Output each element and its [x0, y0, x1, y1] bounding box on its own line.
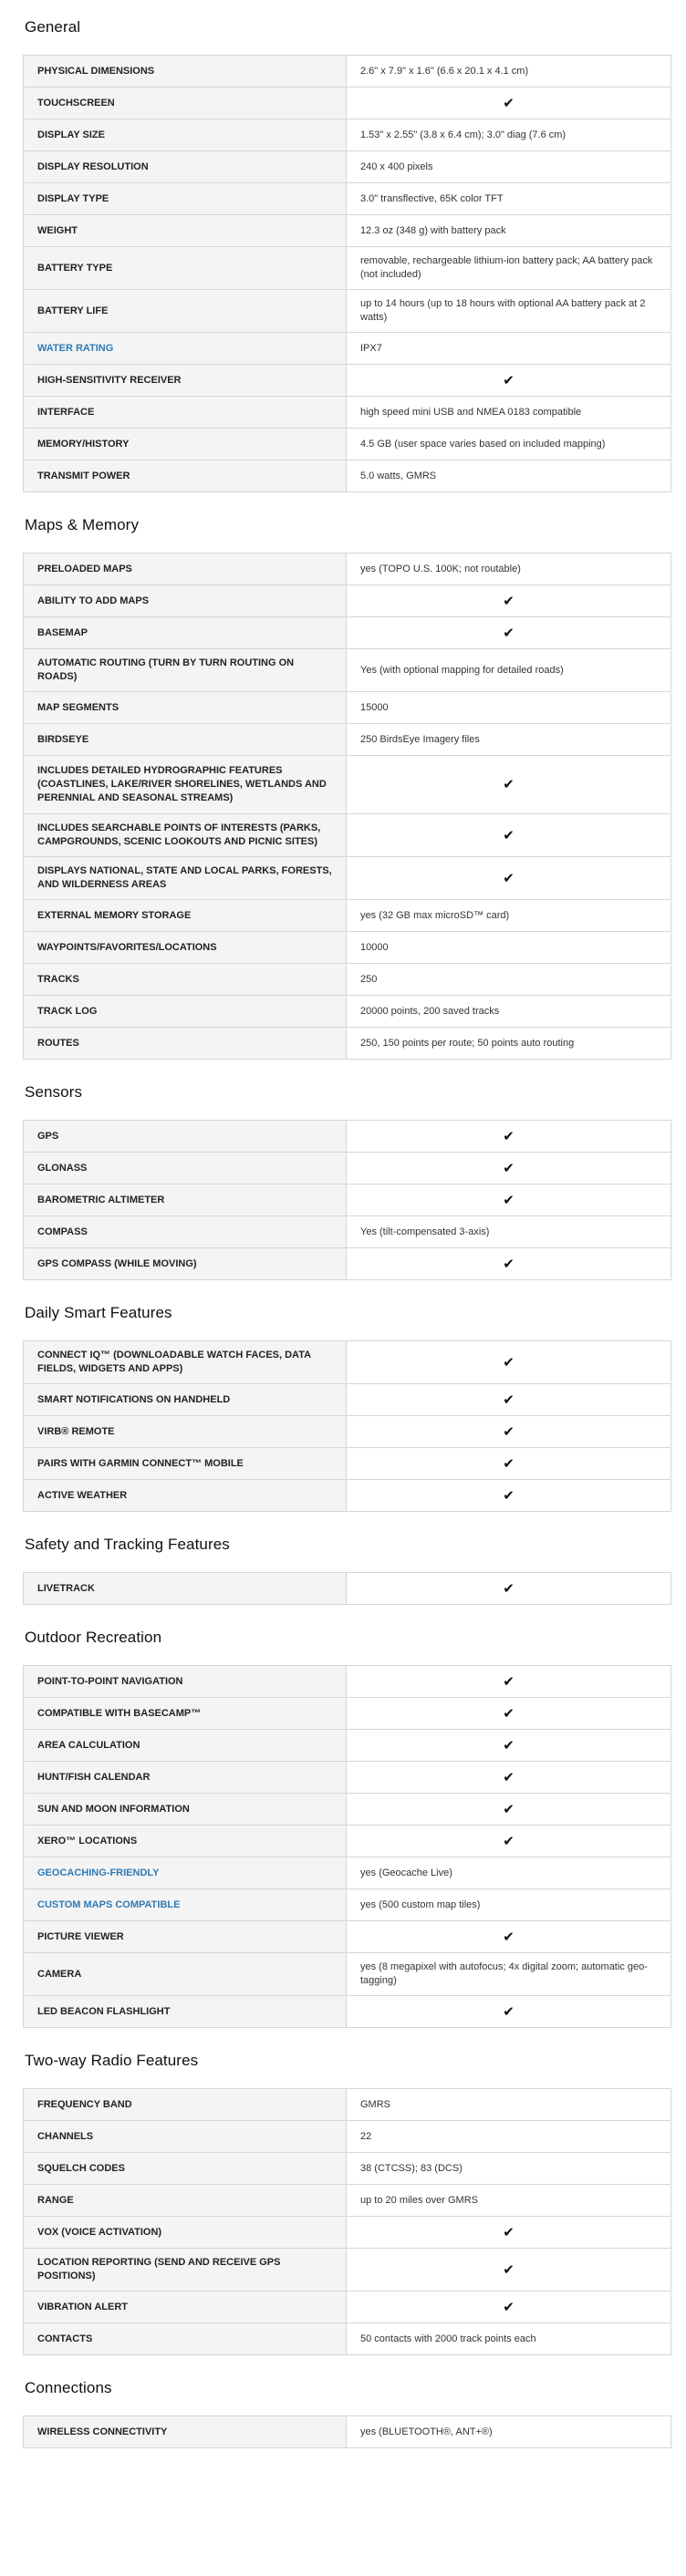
spec-label: MAP SEGMENTS — [24, 692, 347, 724]
spec-label: GPS — [24, 1121, 347, 1153]
spec-label: VOX (VOICE ACTIVATION) — [24, 2217, 347, 2249]
spec-table — [23, 55, 671, 492]
spec-value: IPX7 — [347, 333, 671, 365]
spec-row — [24, 2217, 671, 2249]
spec-row — [24, 1666, 671, 1698]
spec-label: PHYSICAL DIMENSIONS — [24, 56, 347, 88]
spec-section-sensors — [23, 1083, 663, 1280]
spec-label: FREQUENCY BAND — [24, 2089, 347, 2121]
spec-value: 5.0 watts, GMRS — [347, 460, 671, 492]
section-title: Maps & Memory — [25, 516, 140, 533]
spec-value: yes (8 megapixel with autofocus; 4x digital zoom; automatic geo-tagging) — [347, 1953, 671, 1996]
spec-row — [24, 1762, 671, 1794]
spec-label: HIGH-SENSITIVITY RECEIVER — [24, 365, 347, 397]
spec-label: RANGE — [24, 2185, 347, 2217]
spec-label: BIRDSEYE — [24, 724, 347, 756]
spec-row — [24, 247, 671, 290]
spec-row — [24, 151, 671, 183]
spec-row — [24, 1341, 671, 1384]
spec-label: XERO™ LOCATIONS — [24, 1826, 347, 1857]
spec-label: VIBRATION ALERT — [24, 2292, 347, 2323]
spec-section-safety-and-tracking-features — [23, 1536, 663, 1605]
spec-value: 38 (CTCSS); 83 (DCS) — [347, 2153, 671, 2185]
section-title: Daily Smart Features — [25, 1304, 172, 1321]
check-icon: ✔ — [347, 756, 671, 814]
spec-row — [24, 333, 671, 365]
spec-section-general — [23, 18, 663, 492]
spec-row — [24, 56, 671, 88]
spec-row — [24, 932, 671, 964]
check-icon: ✔ — [347, 2217, 671, 2249]
spec-row — [24, 1216, 671, 1248]
section-title: Two-way Radio Features — [25, 2052, 199, 2069]
spec-label: HUNT/FISH CALENDAR — [24, 1762, 347, 1794]
check-icon: ✔ — [347, 1121, 671, 1153]
check-icon: ✔ — [347, 1794, 671, 1826]
spec-value: Yes (with optional mapping for detailed roads) — [347, 649, 671, 692]
spec-value: 10000 — [347, 932, 671, 964]
spec-value: 15000 — [347, 692, 671, 724]
spec-label: BASEMAP — [24, 617, 347, 649]
spec-row — [24, 2416, 671, 2448]
check-icon: ✔ — [347, 1762, 671, 1794]
spec-row — [24, 215, 671, 247]
spec-section-connections — [23, 2379, 663, 2448]
spec-label: SMART NOTIFICATIONS ON HANDHELD — [24, 1384, 347, 1416]
spec-row — [24, 553, 671, 585]
spec-row — [24, 996, 671, 1028]
spec-value: yes (BLUETOOTH®, ANT+®) — [347, 2416, 671, 2448]
spec-value: 20000 points, 200 saved tracks — [347, 996, 671, 1028]
check-icon: ✔ — [347, 365, 671, 397]
spec-value: 4.5 GB (user space varies based on included mapping) — [347, 429, 671, 460]
spec-label: INTERFACE — [24, 397, 347, 429]
spec-label: MEMORY/HISTORY — [24, 429, 347, 460]
check-icon: ✔ — [347, 1448, 671, 1480]
spec-row — [24, 1248, 671, 1280]
spec-table — [23, 1340, 671, 1512]
check-icon: ✔ — [347, 617, 671, 649]
spec-row — [24, 119, 671, 151]
spec-row — [24, 1826, 671, 1857]
spec-value: 240 x 400 pixels — [347, 151, 671, 183]
spec-label: GLONASS — [24, 1153, 347, 1185]
spec-row — [24, 585, 671, 617]
spec-row — [24, 2292, 671, 2323]
spec-row — [24, 1794, 671, 1826]
spec-row — [24, 857, 671, 900]
spec-value: GMRS — [347, 2089, 671, 2121]
spec-label-link[interactable]: WATER RATING — [24, 333, 347, 365]
spec-section-daily-smart-features — [23, 1304, 663, 1512]
spec-label: COMPASS — [24, 1216, 347, 1248]
spec-row — [24, 1185, 671, 1216]
check-icon: ✔ — [347, 1698, 671, 1730]
check-icon: ✔ — [347, 1416, 671, 1448]
spec-table — [23, 1572, 671, 1605]
spec-row — [24, 756, 671, 814]
spec-label: VIRB® REMOTE — [24, 1416, 347, 1448]
spec-row — [24, 2121, 671, 2153]
spec-row — [24, 1921, 671, 1953]
section-title: General — [25, 18, 81, 36]
spec-row — [24, 814, 671, 857]
spec-row — [24, 1996, 671, 2028]
check-icon: ✔ — [347, 1341, 671, 1384]
spec-value: 250, 150 points per route; 50 points auto routing — [347, 1028, 671, 1060]
spec-row — [24, 2249, 671, 2292]
spec-value: high speed mini USB and NMEA 0183 compatible — [347, 397, 671, 429]
spec-row — [24, 724, 671, 756]
spec-value: 2.6" x 7.9" x 1.6" (6.6 x 20.1 x 4.1 cm) — [347, 56, 671, 88]
spec-row — [24, 649, 671, 692]
spec-label: BAROMETRIC ALTIMETER — [24, 1185, 347, 1216]
spec-label: TRANSMIT POWER — [24, 460, 347, 492]
check-icon: ✔ — [347, 1921, 671, 1953]
spec-row — [24, 1857, 671, 1889]
spec-table — [23, 1120, 671, 1280]
spec-label: TRACKS — [24, 964, 347, 996]
section-title: Connections — [25, 2379, 112, 2396]
check-icon: ✔ — [347, 2292, 671, 2323]
spec-value: up to 14 hours (up to 18 hours with optional AA battery pack at 2 watts) — [347, 290, 671, 333]
check-icon: ✔ — [347, 1730, 671, 1762]
spec-value: up to 20 miles over GMRS — [347, 2185, 671, 2217]
check-icon: ✔ — [347, 585, 671, 617]
section-title: Safety and Tracking Features — [25, 1536, 230, 1553]
spec-section-outdoor-recreation — [23, 1629, 663, 2028]
spec-label: TOUCHSCREEN — [24, 88, 347, 119]
spec-table — [23, 553, 671, 1060]
spec-row — [24, 2323, 671, 2355]
spec-label: COMPATIBLE WITH BASECAMP™ — [24, 1698, 347, 1730]
spec-row — [24, 2185, 671, 2217]
spec-row — [24, 1384, 671, 1416]
spec-row — [24, 1153, 671, 1185]
spec-row — [24, 1121, 671, 1153]
spec-label: CAMERA — [24, 1953, 347, 1996]
spec-table — [23, 2088, 671, 2355]
check-icon: ✔ — [347, 814, 671, 857]
check-icon: ✔ — [347, 2249, 671, 2292]
spec-section-two-way-radio-features — [23, 2052, 663, 2355]
spec-label: DISPLAY SIZE — [24, 119, 347, 151]
spec-label: DISPLAY RESOLUTION — [24, 151, 347, 183]
spec-row — [24, 2089, 671, 2121]
spec-value: 3.0" transflective, 65K color TFT — [347, 183, 671, 215]
spec-section-maps-memory — [23, 516, 663, 1060]
spec-label: WIRELESS CONNECTIVITY — [24, 2416, 347, 2448]
check-icon: ✔ — [347, 1480, 671, 1512]
spec-value: yes (32 GB max microSD™ card) — [347, 900, 671, 932]
spec-row — [24, 1448, 671, 1480]
spec-label: WEIGHT — [24, 215, 347, 247]
spec-label-link[interactable]: GEOCACHING-FRIENDLY — [24, 1857, 347, 1889]
spec-label: INCLUDES DETAILED HYDROGRAPHIC FEATURES (COASTLINES, LAKE/RIVER SHORELINES, WETLANDS AND PERENNIAL AND SEASONAL STREAMS) — [24, 756, 347, 814]
spec-label: PAIRS WITH GARMIN CONNECT™ MOBILE — [24, 1448, 347, 1480]
spec-value: 250 — [347, 964, 671, 996]
spec-value: 22 — [347, 2121, 671, 2153]
check-icon: ✔ — [347, 88, 671, 119]
spec-table — [23, 1665, 671, 2028]
check-icon: ✔ — [347, 1153, 671, 1185]
spec-row — [24, 88, 671, 119]
section-title: Sensors — [25, 1083, 83, 1101]
spec-value: yes (500 custom map tiles) — [347, 1889, 671, 1921]
spec-value: removable, rechargeable lithium-ion battery pack; AA battery pack (not included) — [347, 247, 671, 290]
spec-label: CONTACTS — [24, 2323, 347, 2355]
spec-label: LIVETRACK — [24, 1573, 347, 1605]
spec-value: 250 BirdsEye Imagery files — [347, 724, 671, 756]
spec-label: POINT-TO-POINT NAVIGATION — [24, 1666, 347, 1698]
spec-row — [24, 900, 671, 932]
spec-value: yes (TOPO U.S. 100K; not routable) — [347, 553, 671, 585]
spec-value: 50 contacts with 2000 track points each — [347, 2323, 671, 2355]
check-icon: ✔ — [347, 1573, 671, 1605]
spec-row — [24, 397, 671, 429]
spec-label: CHANNELS — [24, 2121, 347, 2153]
spec-label: INCLUDES SEARCHABLE POINTS OF INTERESTS (PARKS, CAMPGROUNDS, SCENIC LOOKOUTS AND PICNIC SITES) — [24, 814, 347, 857]
check-icon: ✔ — [347, 1996, 671, 2028]
spec-row — [24, 2153, 671, 2185]
spec-value: yes (Geocache Live) — [347, 1857, 671, 1889]
check-icon: ✔ — [347, 1185, 671, 1216]
spec-label: WAYPOINTS/FAVORITES/LOCATIONS — [24, 932, 347, 964]
spec-label: TRACK LOG — [24, 996, 347, 1028]
spec-label: AUTOMATIC ROUTING (TURN BY TURN ROUTING ON ROADS) — [24, 649, 347, 692]
spec-label: CONNECT IQ™ (DOWNLOADABLE WATCH FACES, DATA FIELDS, WIDGETS AND APPS) — [24, 1341, 347, 1384]
spec-row — [24, 1028, 671, 1060]
spec-label: ROUTES — [24, 1028, 347, 1060]
spec-row — [24, 1730, 671, 1762]
spec-row — [24, 365, 671, 397]
spec-row — [24, 1573, 671, 1605]
spec-row — [24, 429, 671, 460]
spec-row — [24, 1480, 671, 1512]
spec-label: LED BEACON FLASHLIGHT — [24, 1996, 347, 2028]
spec-row — [24, 692, 671, 724]
spec-label: LOCATION REPORTING (SEND AND RECEIVE GPS POSITIONS) — [24, 2249, 347, 2292]
spec-label: DISPLAY TYPE — [24, 183, 347, 215]
spec-label: ABILITY TO ADD MAPS — [24, 585, 347, 617]
spec-row — [24, 1889, 671, 1921]
spec-row — [24, 183, 671, 215]
spec-label: BATTERY LIFE — [24, 290, 347, 333]
spec-row — [24, 460, 671, 492]
spec-row — [24, 1953, 671, 1996]
spec-label: PRELOADED MAPS — [24, 553, 347, 585]
spec-label-link[interactable]: CUSTOM MAPS COMPATIBLE — [24, 1889, 347, 1921]
check-icon: ✔ — [347, 857, 671, 900]
spec-row — [24, 1416, 671, 1448]
check-icon: ✔ — [347, 1248, 671, 1280]
spec-label: SQUELCH CODES — [24, 2153, 347, 2185]
check-icon: ✔ — [347, 1384, 671, 1416]
spec-row — [24, 617, 671, 649]
spec-label: SUN AND MOON INFORMATION — [24, 1794, 347, 1826]
section-title: Outdoor Recreation — [25, 1629, 162, 1646]
spec-label: AREA CALCULATION — [24, 1730, 347, 1762]
spec-label: EXTERNAL MEMORY STORAGE — [24, 900, 347, 932]
spec-table — [23, 2416, 671, 2448]
spec-row — [24, 1698, 671, 1730]
spec-row — [24, 290, 671, 333]
spec-value: 12.3 oz (348 g) with battery pack — [347, 215, 671, 247]
spec-label: BATTERY TYPE — [24, 247, 347, 290]
spec-label: DISPLAYS NATIONAL, STATE AND LOCAL PARKS, FORESTS, AND WILDERNESS AREAS — [24, 857, 347, 900]
spec-value: Yes (tilt-compensated 3-axis) — [347, 1216, 671, 1248]
spec-label: ACTIVE WEATHER — [24, 1480, 347, 1512]
spec-label: GPS COMPASS (WHILE MOVING) — [24, 1248, 347, 1280]
spec-value: 1.53" x 2.55" (3.8 x 6.4 cm); 3.0" diag (7.6 cm) — [347, 119, 671, 151]
check-icon: ✔ — [347, 1826, 671, 1857]
spec-row — [24, 964, 671, 996]
spec-label: PICTURE VIEWER — [24, 1921, 347, 1953]
check-icon: ✔ — [347, 1666, 671, 1698]
